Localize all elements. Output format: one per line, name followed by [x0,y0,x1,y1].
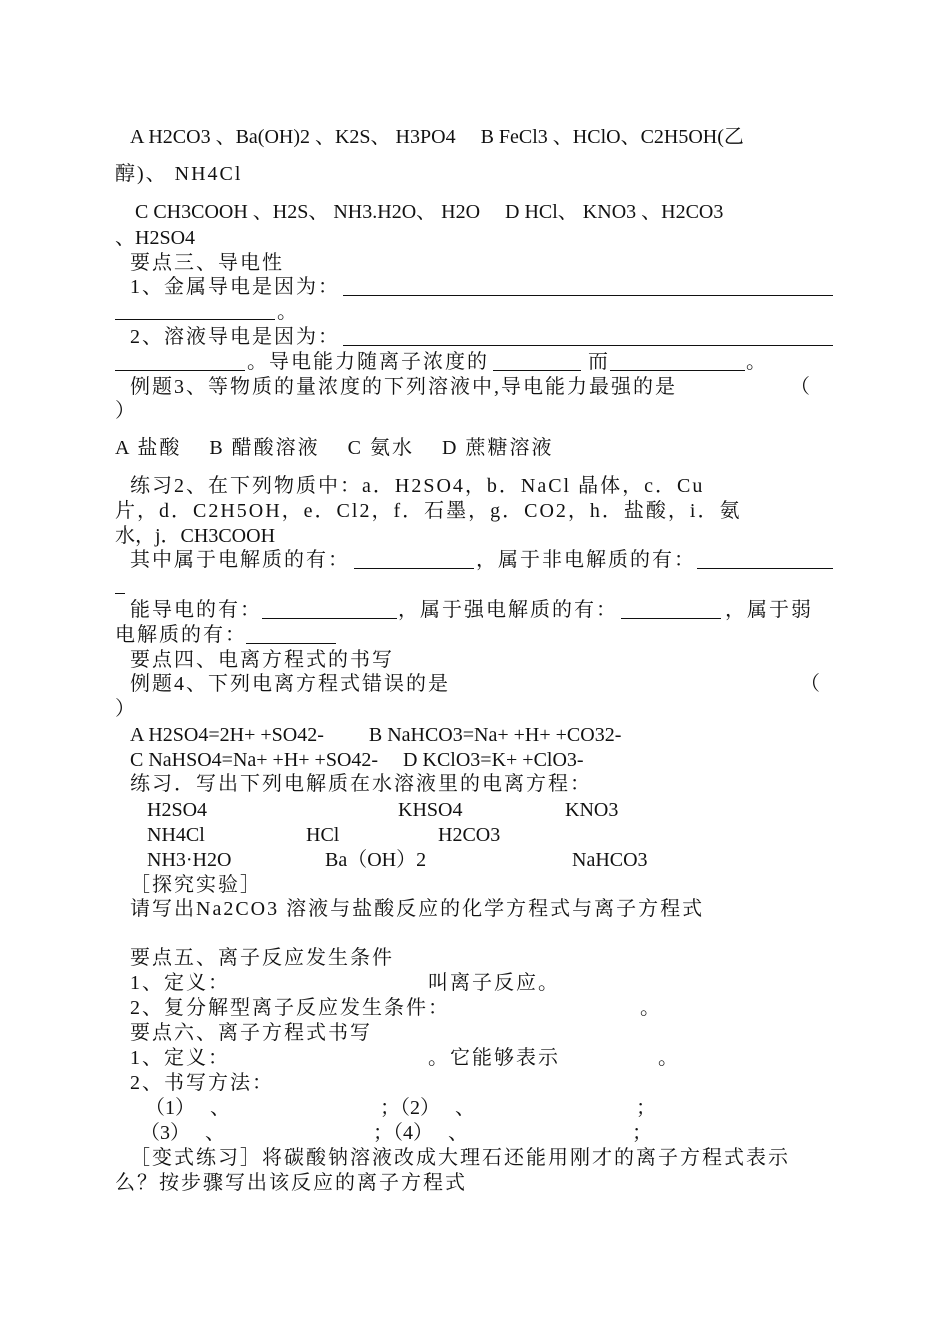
formula-item: H2CO3 [438,824,501,846]
answer-blank[interactable] [343,325,833,346]
formula-item: KNO3 [565,799,619,821]
step-item: （1） 、 [145,1097,230,1119]
text-line: 。 [746,351,766,373]
text-line: 请写出Na2CO3 溶液与盐酸反应的化学方程式与离子方程式 [130,898,705,920]
step-item: ；（4） 、 [373,1122,468,1144]
answer-blank[interactable] [493,350,581,371]
text-line: ，属于非电解质的有： [476,549,696,571]
example-question: 例题4、下列电离方程式错误的是 [130,673,450,695]
text-line: 2、复分解型离子反应发生条件： [130,997,450,1019]
step-item: （3） 、 [140,1122,225,1144]
text-line: ，属于强电解质的有： [398,599,618,621]
text-line: 1、定义： [130,972,230,994]
answer-blank[interactable] [610,350,745,371]
section-heading: 要点四、电离方程式的书写 [130,649,394,671]
formula-item: NH3·H2O [147,849,232,871]
options-line: A H2SO4=2H+ +SO42- B NaHCO3=Na+ +H+ +CO32- [130,724,622,746]
text-line: C CH3COOH 、H2S、 NH3.H2O、 H2O D HCl、 KNO3 、H2CO3 [135,201,724,223]
text-line: 。 [640,997,660,1019]
text-line: 能导电的有： [130,599,262,621]
text-line: 电解质的有： [115,624,247,646]
text-line: 叫离子反应。 [428,972,560,994]
text-line: 。 [277,301,297,323]
text-line: 练习2、在下列物质中：a．H2SO4，b．NaCl 晶体，c．Cu [130,475,705,497]
answer-blank[interactable] [343,275,833,296]
formula-item: HCl [306,824,340,846]
step-item: ；（2） 、 [380,1097,475,1119]
text-line: 。它能够表示 [428,1047,560,1069]
text-line: 2、溶液导电是因为： [130,326,340,348]
text-line: 。 [658,1047,678,1069]
formula-item: KHSO4 [398,799,463,821]
step-item: ； [632,1122,652,1144]
answer-blank[interactable] [697,548,833,569]
text-line: 2、书写方法： [130,1072,274,1094]
section-heading: 要点六、离子方程式书写 [130,1022,372,1044]
text-line: 其中属于电解质的有： [130,549,350,571]
paren-right: ） [115,400,135,422]
text-line: 而 [581,351,610,373]
text-line: 么？按步骤写出该反应的离子方程式 [115,1172,467,1194]
formula-item: NH4Cl [147,824,205,846]
section-heading: ［探究实验］ [130,874,262,896]
text-line: 醇)、 NH4Cl [115,163,243,185]
text-line: 片，d．C2H5OH，e．Cl2，f．石墨，g．CO2，h．盐酸，i．氨 [115,500,742,522]
options-line: C NaHSO4=Na+ +H+ +SO42- D KClO3=K+ +ClO3- [130,749,584,771]
answer-blank[interactable] [354,548,474,569]
section-heading: 要点三、导电性 [130,252,284,274]
text-line: 练习．写出下列电解质在水溶液里的电离方程： [130,773,592,795]
answer-blank[interactable] [115,299,275,320]
paren-left: （ [790,376,810,398]
answer-blank[interactable] [621,598,721,619]
text-line: 水，j．CH3COOH [115,525,276,547]
formula-item: H2SO4 [147,799,208,821]
text-line: ，属于弱 [725,599,813,621]
formula-item: Ba（OH）2 [325,849,427,871]
options-line: A 盐酸 B 醋酸溶液 C 氨水 D 蔗糖溶液 [115,437,554,459]
paren-left: （ [800,673,820,695]
text-line: ［变式练习］将碳酸钠溶液改成大理石还能用刚才的离子方程式表示 [130,1147,790,1169]
text-line: 。导电能力随离子浓度的 [247,351,489,373]
answer-blank[interactable] [262,598,397,619]
answer-blank[interactable] [246,623,336,644]
paren-right: ） [115,698,135,720]
text-line: 、H2SO4 [115,227,196,249]
answer-blank[interactable] [115,573,125,594]
section-heading: 要点五、离子反应发生条件 [130,947,394,969]
text-line: 1、金属导电是因为： [130,276,340,298]
text-line: A H2CO3 、Ba(OH)2 、K2S、 H3PO4 B FeCl3 、HClO、C2H5OH(乙 [130,126,744,148]
answer-blank[interactable] [115,350,245,371]
text-line: 1、定义： [130,1047,230,1069]
step-item: ； [636,1097,656,1119]
formula-item: NaHCO3 [572,849,648,871]
example-question: 例题3、等物质的量浓度的下列溶液中,导电能力最强的是 [130,376,677,398]
